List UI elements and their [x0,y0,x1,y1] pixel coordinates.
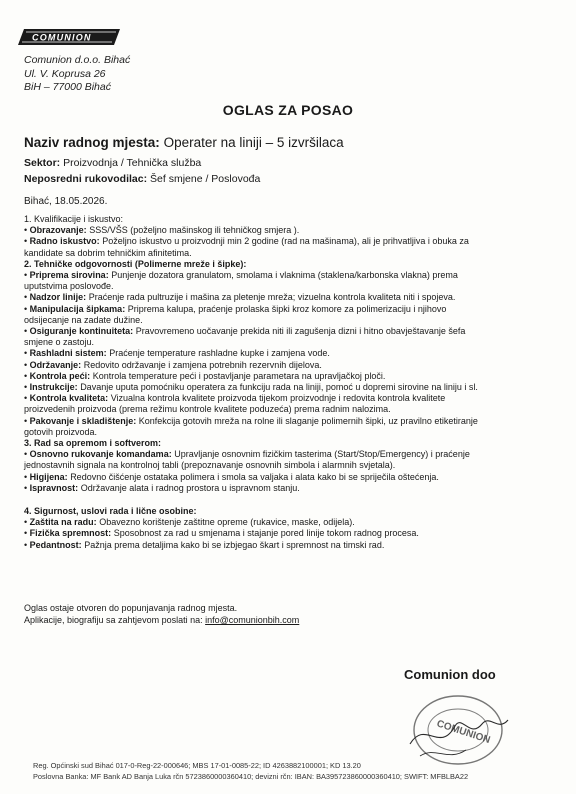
signature-company-name: Comunion doo [404,667,496,682]
email-link[interactable]: info@comunionbih.com [205,615,300,625]
section-heading: 2. Tehničke odgovornosti (Polimerne mreže i šipke): [24,258,247,269]
sector-line [24,157,201,169]
list-item: • Rashladni sistem: Praćenje temperature rashladne kupke i zamjena vode. [24,348,330,359]
notice-apply: Aplikacije, biografiju sa zahtjevom poslati na: info@comunionbih.com [24,615,300,625]
list-item: • Osnovno rukovanje komandama: Upravljanje osnovnim fizičkim tasterima (Start/Stop/Emergency) i praćenje jednostavnih signala na kontrolnoj tabli (prepoznavanje osnovnih simbola i alarmnih svjetala). [24,449,470,471]
application-notice [24,602,299,626]
section-safety [24,506,559,551]
position-value: Operater na liniji – 5 izvršilaca [163,135,344,150]
list-item: • Obrazovanje: SSS/VŠS (poželjno mašinskog ili tehničkog smjera ). [24,225,300,236]
job-requirements [24,214,559,551]
list-item: • Kontrola peći: Kontrola temperature peći i postavljanje parametara na upravljačkoj ploči. [24,370,386,381]
list-item: • Radno iskustvo: Poželjno iskustvo u proizvodnji min 2 godine (rad na mašinama), ali je prihvatljiva i obuka za kandidate sa dobrim tehničkim afinitetima. [24,236,469,258]
notice-open: Oglas ostaje otvoren do popunjavanja radnog mjesta. [24,603,238,613]
company-name: Comunion d.o.o. Bihać [24,54,131,66]
list-item: • Fizička spremnost: Sposobnost za rad u smjenama i stajanje pored linije tokom radnog procesa. [24,528,419,539]
section-heading: 3. Rad sa opremom i softverom: [24,438,162,449]
list-item: • Ispravnost: Održavanje alata i radnog prostora u ispravnom stanju. [24,482,300,493]
comunion-logo [18,26,120,48]
list-item: • Manipulacija šipkama: Priprema kalupa, praćenje prolaska šipki kroz komore za polimerizaciju i njihovo odsijecanje na zadate dužine. [24,303,447,325]
footer-registration [33,760,468,782]
list-item: • Higijena: Redovno čišćenje ostataka polimera i smola sa valjaka i alata kako bi se spriječila oštećenja. [24,471,439,482]
list-item: • Zaštita na radu: Obavezno korištenje zaštitne opreme (rukavice, maske, odijela). [24,517,355,528]
list-item: • Priprema sirovina: Punjenje dozatora granulatom, smolama i vlaknima (staklena/karbonska vlakna) prema uputstvima poslovođe. [24,270,458,292]
list-item: • Kontrola kvaliteta: Vizualna kontrola kvalitete proizvoda tijekom proizvodnje i redovita kontrola kvalitete proizvedenih proizvoda (prema režimu kontrole kvalitete poduzeća) prema radnim nalozima. [24,393,446,415]
page-title: OGLAS ZA POSAO [222,102,354,118]
list-item: • Pakovanje i skladištenje: Konfekcija gotovih mreža na rolne ili slaganje polimernih šipki, uz pravilno etiketiranje gotovih proizvoda. [24,415,478,437]
position-label: Naziv radnog mjesta: [24,135,160,150]
list-item: • Pedantnost: Pažnja prema detaljima kako bi se izbjegao škart i spremnost na timski rad. [24,539,385,550]
svg-text:COMUNION: COMUNION [32,32,92,43]
company-city: BiH – 77000 Bihać [24,81,111,93]
list-item: • Održavanje: Redovito održavanje i zamjena potrebnih rezervnih dijelova. [24,359,322,370]
svg-text:COMUNION: COMUNION [435,718,492,747]
list-item: • Instrukcije: Davanje uputa pomoćniku operatera za funkciju rada na liniji, pomoć u dopremi sirovine na liniju i sl. [24,382,478,393]
list-item: • Osiguranje kontinuiteta: Pravovremeno uočavanje prekida niti ili zagušenja dizni i hitno obavještavanje šefa smjene o zastoju. [24,326,466,348]
supervisor-line [24,173,260,185]
section-equipment [24,438,559,494]
supervisor-value: Šef smjene / Poslovođa [150,173,261,185]
section-qualifications [24,214,559,259]
supervisor-label: Neposredni rukovodilac: [24,173,148,185]
company-address [24,54,130,95]
position-line [24,135,344,150]
sector-label: Sektor: [24,157,61,169]
sector-value: Proizvodnja / Tehnička služba [63,157,202,169]
footer-line-bank: Poslovna Banka: MF Bank AD Banja Luka rčn 5723860000360410; devizni rčn: IBAN: BA395723860000360410; SWIFT: MFBLBA22 [33,772,469,781]
section-heading: 1. Kvalifikacije i iskustvo: [24,214,124,224]
document-date: Bihać, 18.05.2026. [24,196,108,207]
section-heading: 4. Sigurnost, uslovi rada i lične osobine: [24,506,197,517]
section-technical [24,259,559,438]
footer-line-registry: Reg. Općinski sud Bihać 017-0-Reg-22-000646; MBS 17-01-0085-22; ID 4263882100001; KD 13.20 [33,761,361,770]
company-street: Ul. V. Koprusa 26 [24,67,106,80]
list-item: • Nadzor linije: Praćenje rada pultruzije i mašina za pletenje mreža; vizuelna kontrola kvaliteta niti i spojeva. [24,292,456,303]
